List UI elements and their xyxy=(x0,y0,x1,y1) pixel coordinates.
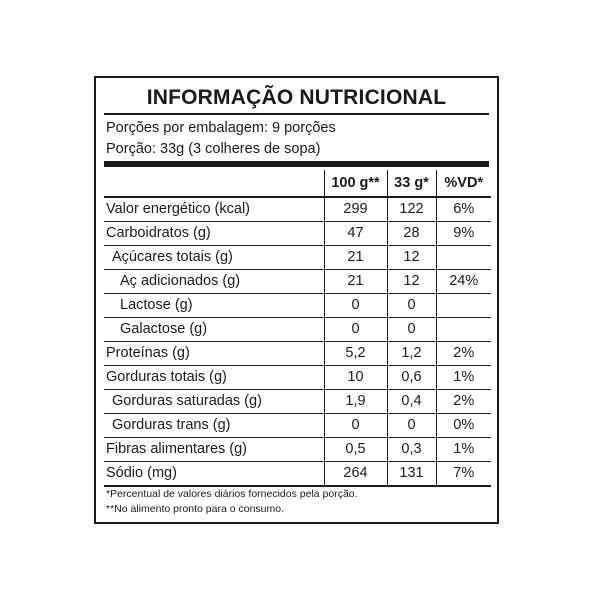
value-serving: 0,3 xyxy=(387,438,436,462)
value-100g: 0,5 xyxy=(324,438,387,462)
table-row xyxy=(104,318,491,342)
value-serving: 0 xyxy=(387,318,436,342)
value-serving: 122 xyxy=(387,197,436,222)
value-100g: 0 xyxy=(324,294,387,318)
nutrient-name: Gorduras trans (g) xyxy=(104,414,324,438)
value-daily: 2% xyxy=(436,342,491,366)
nutrient-name: Lactose (g) xyxy=(104,294,324,318)
thick-divider xyxy=(104,161,489,167)
value-daily: 7% xyxy=(436,462,491,487)
table-row xyxy=(104,390,491,414)
value-100g: 47 xyxy=(324,222,387,246)
nutrient-name: Valor energético (kcal) xyxy=(104,197,324,222)
value-serving: 12 xyxy=(387,270,436,294)
value-daily: 1% xyxy=(436,438,491,462)
nutrient-name: Proteínas (g) xyxy=(104,342,324,366)
value-daily xyxy=(436,318,491,342)
nutrient-name: Gorduras saturadas (g) xyxy=(104,390,324,414)
table-row xyxy=(104,246,491,270)
value-100g: 1,9 xyxy=(324,390,387,414)
header-nutrient xyxy=(104,170,324,197)
nutrient-name: Fibras alimentares (g) xyxy=(104,438,324,462)
title-divider xyxy=(104,113,489,115)
value-daily: 9% xyxy=(436,222,491,246)
value-serving: 1,2 xyxy=(387,342,436,366)
nutrient-name: Açúcares totais (g) xyxy=(104,246,324,270)
value-daily: 24% xyxy=(436,270,491,294)
value-100g: 0 xyxy=(324,414,387,438)
table-header-row xyxy=(104,170,491,197)
table-row xyxy=(104,366,491,390)
value-100g: 299 xyxy=(324,197,387,222)
nutrient-name: Carboidratos (g) xyxy=(104,222,324,246)
table-row xyxy=(104,414,491,438)
servings-per-package: Porções por embalagem: 9 porções xyxy=(106,120,336,136)
footnote-daily-value: *Percentual de valores diários fornecidos pela porção. xyxy=(106,488,358,500)
value-100g: 21 xyxy=(324,246,387,270)
value-daily: 2% xyxy=(436,390,491,414)
nutrition-table xyxy=(104,170,491,487)
header-daily-value: %VD* xyxy=(436,170,491,197)
nutrient-name: Sódio (mg) xyxy=(104,462,324,487)
value-daily: 0% xyxy=(436,414,491,438)
value-100g: 5,2 xyxy=(324,342,387,366)
label-title: INFORMAÇÃO NUTRICIONAL xyxy=(146,86,447,109)
footnote-ready-to-eat: **No alimento pronto para o consumo. xyxy=(106,503,285,515)
nutrient-name: Aç adicionados (g) xyxy=(104,270,324,294)
header-per-serving: 33 g* xyxy=(387,170,436,197)
nutrient-name: Gorduras totais (g) xyxy=(104,366,324,390)
table-row xyxy=(104,270,491,294)
value-daily xyxy=(436,294,491,318)
value-100g: 0 xyxy=(324,318,387,342)
value-serving: 0 xyxy=(387,414,436,438)
value-serving: 0 xyxy=(387,294,436,318)
table-row xyxy=(104,294,491,318)
value-serving: 12 xyxy=(387,246,436,270)
table-row xyxy=(104,222,491,246)
table-row xyxy=(104,462,491,487)
value-serving: 0,6 xyxy=(387,366,436,390)
value-100g: 264 xyxy=(324,462,387,487)
nutrition-facts-label xyxy=(94,76,499,524)
value-100g: 10 xyxy=(324,366,387,390)
value-daily xyxy=(436,246,491,270)
value-daily: 6% xyxy=(436,197,491,222)
table-row xyxy=(104,197,491,222)
value-serving: 131 xyxy=(387,462,436,487)
header-per-100g: 100 g** xyxy=(324,170,387,197)
nutrient-name: Galactose (g) xyxy=(104,318,324,342)
value-serving: 0,4 xyxy=(387,390,436,414)
table-row xyxy=(104,342,491,366)
value-daily: 1% xyxy=(436,366,491,390)
table-row xyxy=(104,438,491,462)
value-100g: 21 xyxy=(324,270,387,294)
serving-size: Porção: 33g (3 colheres de sopa) xyxy=(106,141,321,157)
value-serving: 28 xyxy=(387,222,436,246)
